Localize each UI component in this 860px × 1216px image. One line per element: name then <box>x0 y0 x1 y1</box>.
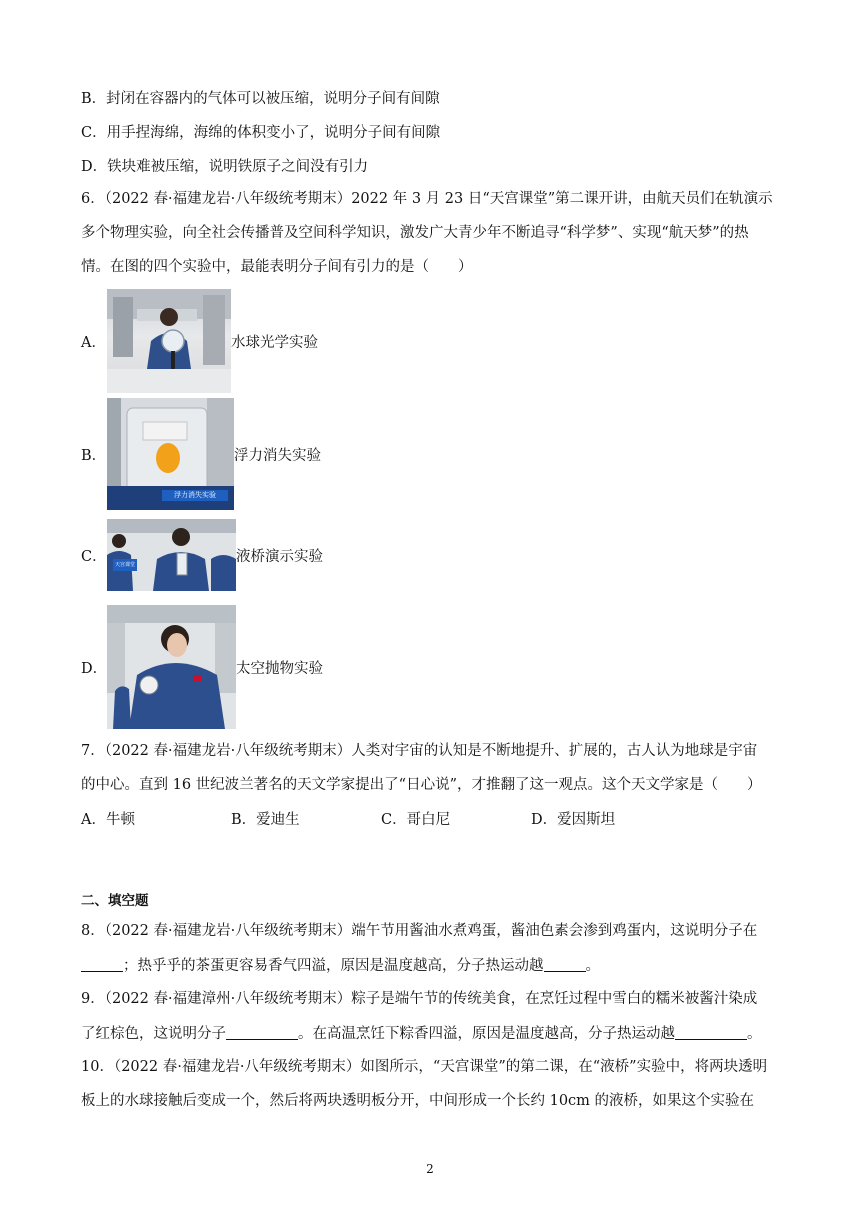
option-d-prev: D．铁块难被压缩，说明铁原子之间没有引力 <box>81 159 369 175</box>
answer-blank[interactable] <box>544 955 586 972</box>
q7-line-1: 7．（2022 春·福建龙岩·八年级统考期末）人类对宇宙的认知是不断地提升、扩展的，古人认为地球是宇宙 <box>81 743 758 759</box>
answer-blank[interactable] <box>675 1023 747 1040</box>
q9-text-c: 。 <box>747 1026 762 1042</box>
q9-text-b: 。在高温烹饪下粽香四溢，原因是温度越高，分子热运动越 <box>298 1026 675 1042</box>
video-overlay-label: 浮力消失实验 <box>162 490 228 501</box>
q10-line-2: 板上的水球接触后变成一个，然后将两块透明板分开，中间形成一个长约 10cm 的液桥，如果这个实验在 <box>81 1093 755 1109</box>
q7-line-2: 的中心。直到 16 世纪波兰著名的天文学家提出了“日心说”，才推翻了这一观点。这个天文学家是（ ） <box>81 777 762 793</box>
q6-option-d[interactable] <box>81 605 323 729</box>
page-number: 2 <box>426 1162 434 1176</box>
buoyancy-photo <box>107 398 234 510</box>
q6-line-1: 6．（2022 春·福建龙岩·八年级统考期末）2022 年 3 月 23 日“天宫课堂”第二课开讲，由航天员们在轨演示 <box>81 191 773 207</box>
q9-line-2 <box>81 1023 762 1044</box>
option-caption: 太空抛物实验 <box>236 660 323 677</box>
q7-choice-d[interactable]: D．爱因斯坦 <box>531 812 616 828</box>
option-letter: A． <box>81 334 106 351</box>
q8-line-1: 8．（2022 春·福建龙岩·八年级统考期末）端午节用酱油水煮鸡蛋，酱油色素会渗到鸡蛋内，这说明分子在 <box>81 923 758 939</box>
q6-line-3: 情。在图的四个实验中，最能表明分子间有引力的是（ ） <box>81 259 473 275</box>
video-overlay-label: 天宫课堂 <box>113 559 137 571</box>
option-caption: 浮力消失实验 <box>234 447 321 464</box>
q7-choice-c[interactable]: C．哥白尼 <box>381 812 451 828</box>
q9-line-1: 9．（2022 春·福建漳州·八年级统考期末）粽子是端午节的传统美食，在烹饪过程中雪白的糯米被酱汁染成 <box>81 991 758 1007</box>
q6-option-c[interactable] <box>81 519 323 591</box>
q8-text-b: 。 <box>585 958 600 974</box>
option-letter: B． <box>81 447 107 464</box>
q6-line-2: 多个物理实验，向全社会传播普及空间科学知识，激发广大青少年不断追寻“科学梦”、实现“航天梦”的热 <box>81 225 749 241</box>
q9-text-a: 了红棕色，这说明分子 <box>81 1026 226 1042</box>
option-letter: D． <box>81 660 108 677</box>
answer-blank[interactable] <box>81 955 123 972</box>
water-ball-photo <box>107 289 231 393</box>
space-throw-photo <box>107 605 236 729</box>
q7-choice-a[interactable]: A．牛顿 <box>81 812 135 828</box>
option-letter: C． <box>81 548 107 565</box>
section-title: 二、填空题 <box>81 893 149 909</box>
q8-text-a: ；热乎乎的茶蛋更容易香气四溢，原因是温度越高，分子热运动越 <box>123 958 544 974</box>
answer-blank[interactable] <box>226 1023 298 1040</box>
q8-line-2 <box>81 955 600 976</box>
q6-option-a[interactable] <box>81 289 318 393</box>
liquid-bridge-photo <box>107 519 236 591</box>
option-b-prev: B．封闭在容器内的气体可以被压缩，说明分子间有间隙 <box>81 91 440 107</box>
option-c-prev: C．用手捏海绵，海绵的体积变小了，说明分子间有间隙 <box>81 125 441 141</box>
q10-line-1: 10．（2022 春·福建龙岩·八年级统考期末）如图所示，“天宫课堂”的第二课，在“液桥”实验中，将两块透明 <box>81 1059 768 1075</box>
q6-option-b[interactable] <box>81 398 321 510</box>
option-caption: 液桥演示实验 <box>236 548 323 565</box>
option-caption: 水球光学实验 <box>231 334 318 351</box>
q7-choice-b[interactable]: B．爱迪生 <box>231 812 300 828</box>
